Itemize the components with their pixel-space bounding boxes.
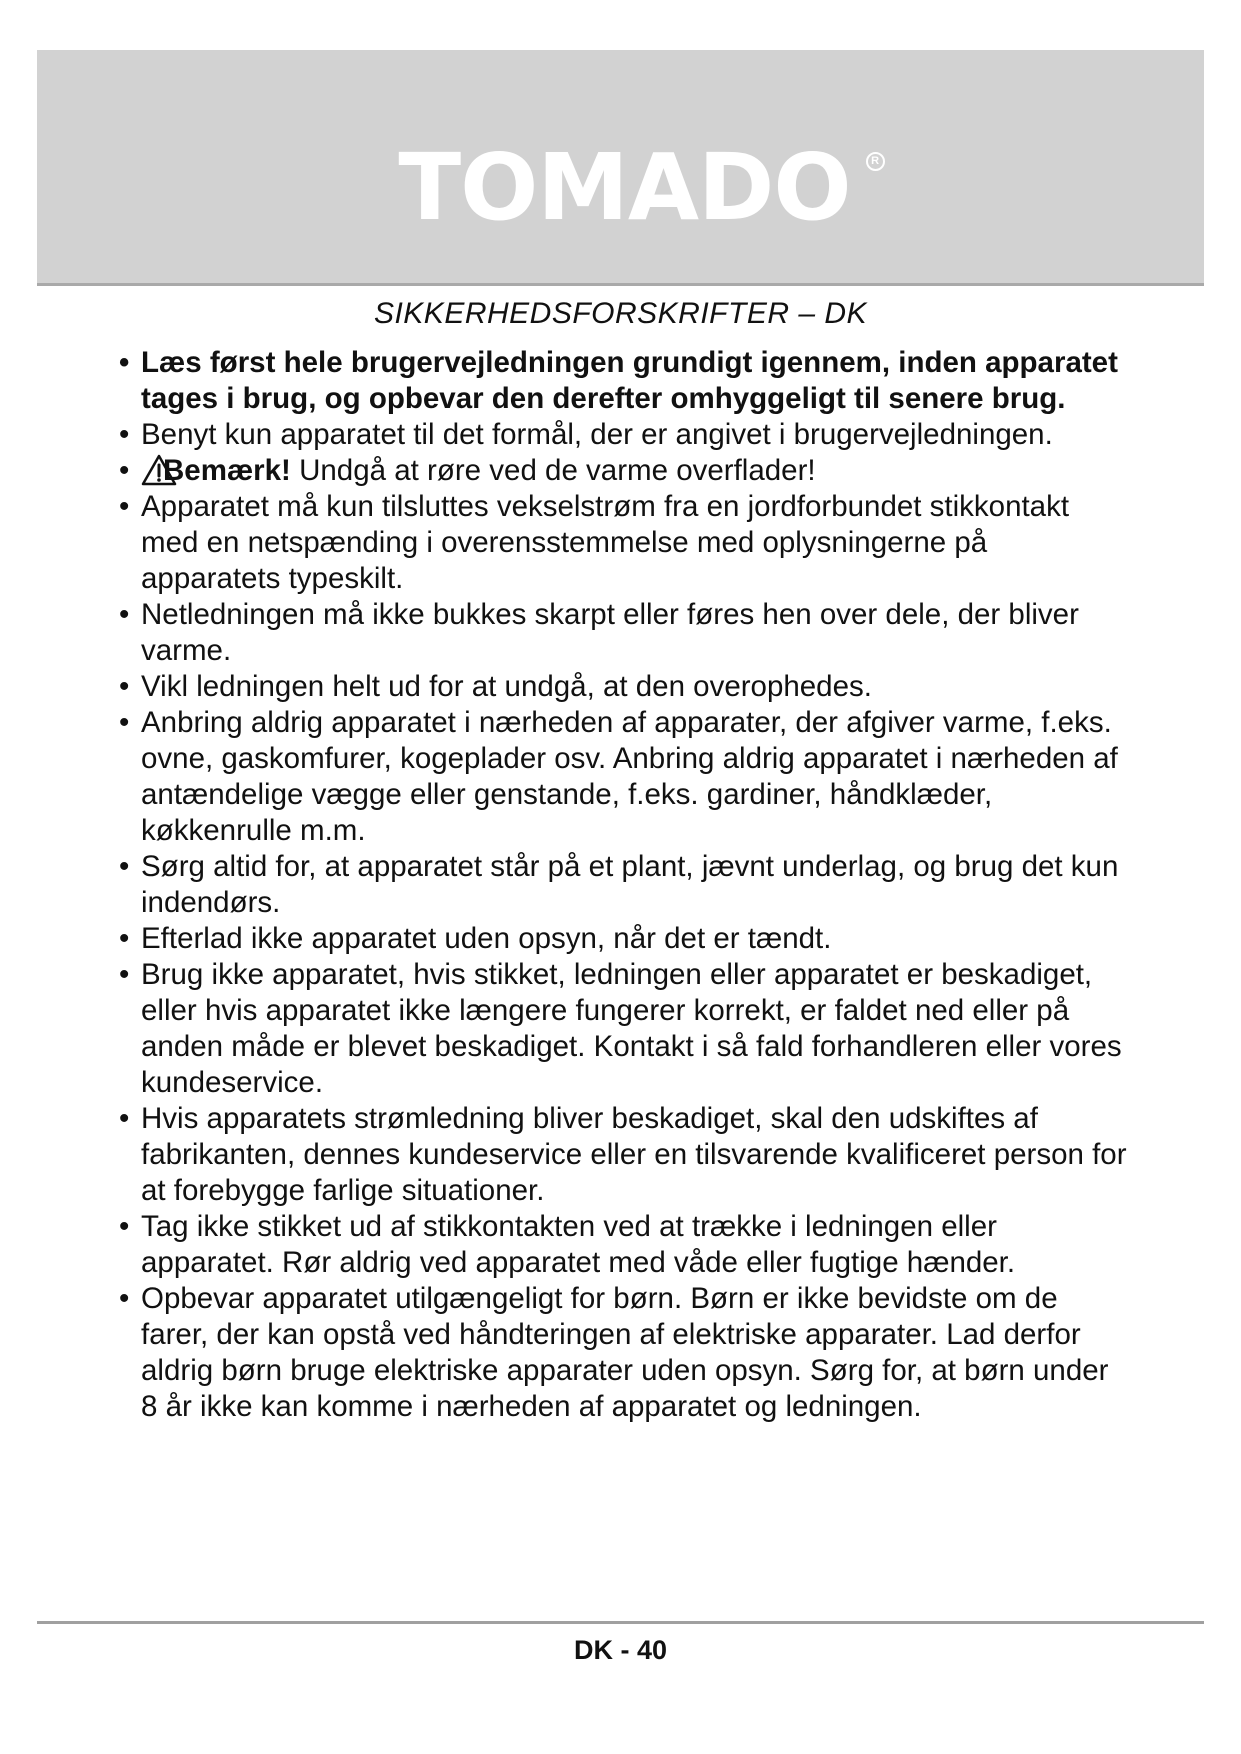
list-item: • Efterlad ikke apparatet uden opsyn, når det er tændt.	[119, 921, 1129, 957]
registered-mark-icon: R	[866, 152, 885, 171]
page-number: DK - 40	[573, 1635, 668, 1665]
list-item: • Tag ikke stikket ud af stikkontakten ved at trække i ledningen eller apparatet. Rør aldrig ved apparatet med våde eller fugtige hænder.	[119, 1209, 1129, 1281]
page-title: SIKKERHEDSFORSKRIFTER – DK	[373, 297, 868, 330]
brand-logo-text: TOMADO	[398, 134, 851, 241]
brand-logo	[37, 134, 1204, 241]
list-item: • Opbevar apparatet utilgængeligt for børn. Børn er ikke bevidste om de farer, der kan opstå ved håndteringen af elektriske apparater. Lad derfor aldrig børn bruge elektriske apparater uden opsyn. Sørg for, at børn under 8 år ikke kan komme i nærheden af apparatet og ledningen.	[119, 1281, 1129, 1425]
list-item: • Netledningen må ikke bukkes skarpt eller føres hen over dele, der bliver varme.	[119, 597, 1129, 669]
header-band	[37, 50, 1204, 286]
list-item: • Apparatet må kun tilsluttes vekselstrøm fra en jordforbundet stikkontakt med en netspænding i overensstemmelse med oplysningerne på apparatets typeskilt.	[119, 489, 1129, 597]
list-item: • Hvis apparatets strømledning bliver beskadiget, skal den udskiftes af fabrikanten, dennes kundeservice eller en tilsvarende kvalificeret person for at forebygge farlige situationer.	[119, 1101, 1129, 1209]
list-item: • Benyt kun apparatet til det formål, der er angivet i brugervejledningen.	[119, 417, 1129, 453]
list-item: • Bemærk! Undgå at røre ved de varme overflader!	[119, 453, 1129, 489]
list-item: • Anbring aldrig apparatet i nærheden af apparater, der afgiver varme, f.eks. ovne, gaskomfurer, kogeplader osv. Anbring aldrig apparatet i nærheden af antændelige vægge eller genstande, f.eks. gardiner, håndklæder, køkkenrulle m.m.	[119, 705, 1129, 849]
list-item: • Vikl ledningen helt ud for at undgå, at den overophedes.	[119, 669, 1129, 705]
list-item: • Sørg altid for, at apparatet står på et plant, jævnt underlag, og brug det kun indendørs.	[119, 849, 1129, 921]
safety-instructions-list	[119, 345, 1129, 1425]
list-item: • Brug ikke apparatet, hvis stikket, ledningen eller apparatet er beskadiget, eller hvis apparatet ikke længere fungerer korrekt, er faldet ned eller på anden måde er blevet beskadiget. Kontakt i så fald forhandleren eller vores kundeservice.	[119, 957, 1129, 1101]
footer-divider	[37, 1621, 1204, 1624]
list-item: • Læs først hele brugervejledningen grundigt igennem, inden apparatet tages i brug, og opbevar den derefter omhyggeligt til senere brug.	[119, 345, 1129, 417]
warning-label: Bemærk!	[163, 454, 291, 487]
